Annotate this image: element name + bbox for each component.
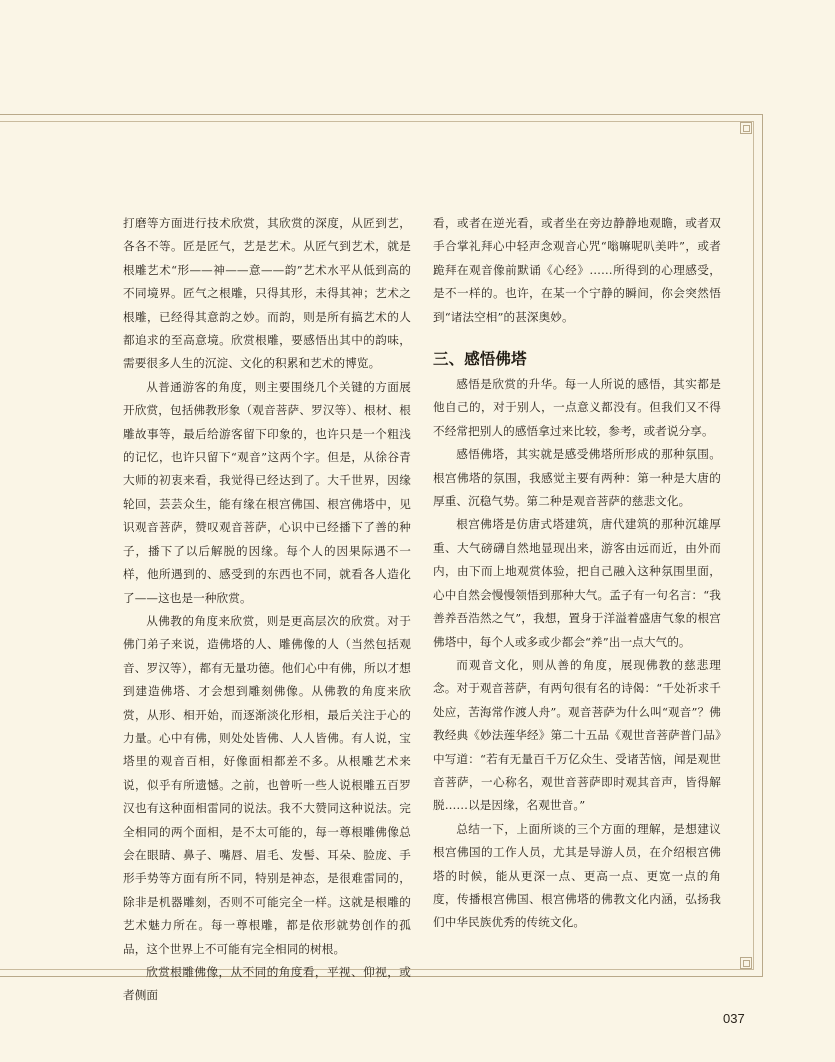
page-number: 037	[723, 1011, 745, 1026]
paragraph: 根宫佛塔是仿唐式塔建筑，唐代建筑的那种沉雄厚重、大气磅礴自然地显现出来，游客由远而近，由外而内，由下而上地观赏体验，把自己融入这种氛围里面，心中自然会慢慢领悟到那种大气。孟子有一句名言：“我善养吾浩然之气”，我想，置身于洋溢着盛唐气象的根宫佛塔中，每个人或多或少都会“养”出一点大气的。	[433, 517, 721, 649]
paragraph: 从佛教的角度来欣赏，则是更高层次的欣赏。对于佛门弟子来说，造佛塔的人、雕佛像的人（当然包括观音、罗汉等），都有无量功德。他们心中有佛，所以才想到建造佛塔、才会想到雕刻佛像。从佛教的角度来欣赏，从形、相开始，而逐渐淡化形相，最后关注于心的力量。心中有佛，则处处皆佛、人人皆佛。有人说，宝塔里的观音百相，好像面相都差不多。从根雕艺术来说，似乎有所遗憾。之前，也曾听一些人说根雕五百罗汉也有这种面相雷同的说法。我不大赞同这种说法。完全相同的两个面相，是不太可能的，每一尊根雕佛像总会在眼睛、鼻子、嘴唇、眉毛、发髻、耳朵、脸庞、手形手势等方面有所不同，特别是神态，是很难雷同的，除非是机器雕刻，否则不可能完全一样。这就是根雕的艺术魅力所在。每一尊根雕，都是依形就势创作的孤品，这个世界上不可能有完全相同的树根。	[123, 613, 411, 956]
right-text-column	[433, 212, 721, 935]
paragraph: 而观音文化，则从善的角度，展现佛教的慈悲理念。对于观音菩萨，有两句很有名的诗偈：“千处祈求千处应，苦海常作渡人舟”。观音菩萨为什么叫“观音”？佛教经典《妙法莲华经》第二十五品《观世音菩萨普门品》中写道：“若有无量百千万亿众生、受诸苦恼，闻是观世音菩萨，一心称名，观世音菩萨即时观其音声，皆得解脱……以是因缘，名观世音。”	[433, 657, 721, 813]
paragraph: 看，或者在逆光看，或者坐在旁边静静地观瞻，或者双手合掌礼拜心中轻声念观音心咒“嗡嘛呢叭美吽”，或者跪拜在观音像前默诵《心经》……所得到的心理感受，是不一样的。也许，在某一个宁静的瞬间，你会突然悟到“诸法空相”的甚深奥妙。	[433, 216, 721, 324]
paragraph: 感悟是欣赏的升华。每一人所说的感悟，其实都是他自己的，对于别人，一点意义都没有。但我们又不得不经常把别人的感悟拿过来比较，参考，或者说分享。	[433, 377, 721, 438]
paragraph: 打磨等方面进行技术欣赏，其欣赏的深度，从匠到艺，各各不等。匠是匠气，艺是艺术。从匠气到艺术，就是根雕艺术“形——神——意——韵”艺术水平从低到高的不同境界。匠气之根雕，只得其形，未得其神；艺术之根雕，已经得其意韵之妙。而韵，则是所有搞艺术的人都追求的至高意境。欣赏根雕，要感悟出其中的韵味，需要很多人生的沉淀、文化的积累和艺术的博览。	[123, 216, 411, 371]
corner-ornament-top-right	[740, 122, 752, 134]
paragraph: 欣赏根雕佛像，从不同的角度看，平视、仰视，或者侧面	[123, 965, 411, 1003]
left-text-column	[123, 212, 411, 1008]
corner-ornament-bottom-right	[740, 957, 752, 969]
section-heading: 三、感悟佛塔	[433, 349, 527, 369]
paragraph: 总结一下，上面所谈的三个方面的理解，是想建议根宫佛国的工作人员，尤其是导游人员，在介绍根宫佛塔的时候，能从更深一点、更高一点、更宽一点的角度，传播根宫佛国、根宫佛塔的佛教文化内涵，弘扬我们中华民族优秀的传统文化。	[433, 821, 721, 930]
paragraph: 感悟佛塔，其实就是感受佛塔所形成的那种氛围。根宫佛塔的氛围，我感觉主要有两种：第一种是大唐的厚重、沉稳气势。第二种是观音菩萨的慈悲文化。	[433, 447, 721, 509]
paragraph: 从普通游客的角度，则主要围绕几个关键的方面展开欣赏，包括佛教形象（观音菩萨、罗汉等）、根材、根雕故事等，最后给游客留下印象的，也许只是一个粗浅的记忆，也许只留下“观音”这两个字。但是，从徐谷青大师的初衷来看，我觉得已经达到了。大千世界，因缘轮回，芸芸众生，能有缘在根宫佛国、根宫佛塔中，见识观音菩萨，赞叹观音菩萨，心识中已经播下了善的种子，播下了以后解脱的因缘。每个人的因果际遇不一样，他所遇到的、感受到的东西也不同，就看各人造化了——这也是一种欣赏。	[123, 379, 411, 605]
